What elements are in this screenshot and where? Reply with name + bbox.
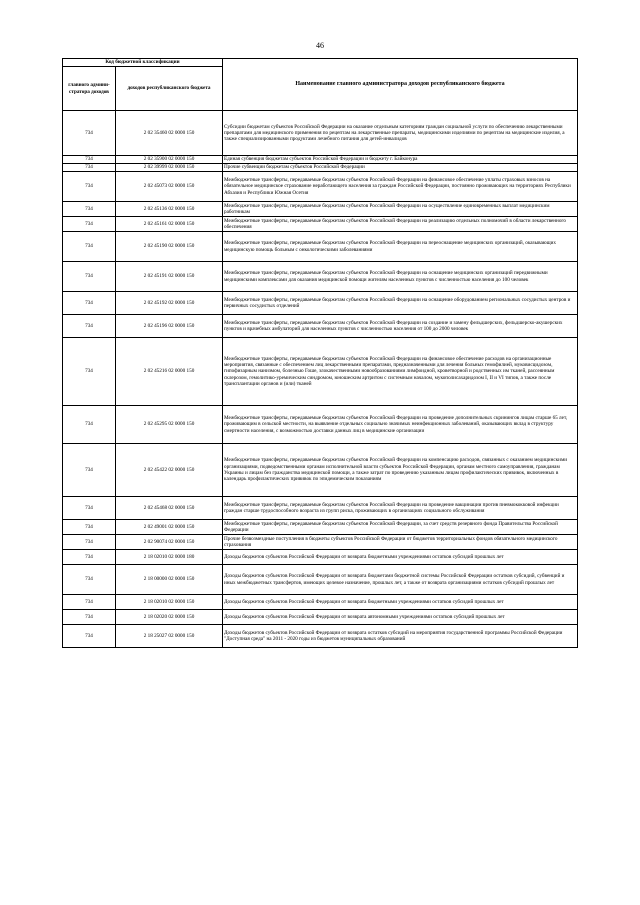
cell-income-code: 2 02 45161 02 0000 150 (116, 217, 223, 232)
cell-admin-code: 734 (63, 625, 116, 648)
cell-name: Доходы бюджетов субъектов Российской Федерации от возврата бюджетными учреждениями остатков субсидий прошлых лет (223, 595, 578, 610)
cell-name: Межбюджетные трансферты, передаваемые бюджетам субъектов Российской Федерации на проведение вакцинации против пневмококковой инфекции граждан старше трудоспособного возраста из групп риска, проживающих в организациях социального обслуживания (223, 497, 578, 520)
table-row (63, 444, 578, 497)
cell-admin-code: 734 (63, 111, 116, 156)
cell-income-code: 2 18 00000 02 0000 150 (116, 565, 223, 595)
table-row (63, 164, 578, 172)
header-code-group: Код бюджетной классификации (63, 59, 223, 67)
cell-income-code: 2 02 45191 02 0000 150 (116, 262, 223, 292)
cell-income-code: 2 18 02010 02 0000 180 (116, 550, 223, 565)
header-code-column: доходов республиканского бюджета (116, 67, 223, 111)
cell-admin-code: 734 (63, 315, 116, 338)
table-row (63, 262, 578, 292)
table-row (63, 111, 578, 156)
cell-admin-code: 734 (63, 164, 116, 172)
table-row (63, 565, 578, 595)
cell-income-code: 2 18 02020 02 0000 150 (116, 610, 223, 625)
table-row (63, 338, 578, 406)
cell-income-code: 2 02 90074 02 0000 150 (116, 535, 223, 550)
cell-income-code: 2 02 45422 02 0000 150 (116, 444, 223, 497)
cell-admin-code: 734 (63, 520, 116, 535)
cell-admin-code: 734 (63, 406, 116, 444)
table-row (63, 535, 578, 550)
table-row (63, 610, 578, 625)
cell-admin-code: 734 (63, 292, 116, 315)
cell-name: Межбюджетные трансферты, передаваемые бюджетам субъектов Российской Федерации на оснащение оборудованием региональных сосудистых центров и первичных сосудистых отделений (223, 292, 578, 315)
cell-admin-code: 734 (63, 535, 116, 550)
cell-name: Прочие безвозмездные поступления в бюджеты субъектов Российской Федерации от бюджетов территориальных фондов обязательного медицинского страхования (223, 535, 578, 550)
cell-income-code: 2 02 45073 02 0000 150 (116, 172, 223, 202)
cell-name: Доходы бюджетов субъектов Российской Федерации от возврата автономными учреждениями остатков субсидий прошлых лет (223, 610, 578, 625)
header-admin-column: главного админи-стратора доходов (63, 67, 116, 111)
cell-name: Прочие субвенции бюджетам субъектов Российской Федерации (223, 164, 578, 172)
cell-income-code: 2 02 45196 02 0000 150 (116, 315, 223, 338)
cell-income-code: 2 02 45295 02 0000 150 (116, 406, 223, 444)
cell-admin-code: 734 (63, 217, 116, 232)
cell-income-code: 2 18 25027 02 0000 150 (116, 625, 223, 648)
table-row (63, 292, 578, 315)
cell-admin-code: 734 (63, 262, 116, 292)
table-row (63, 217, 578, 232)
cell-name: Межбюджетные трансферты, передаваемые бюджетам субъектов Российской Федерации на компенсацию расходов, связанных с оказанием медицинскими организациями, подведомственными органам исполнительной власти субъектов Российской Федерации, органам местного самоуправления, гражданам Украины и лицам без гражданства медицинской помощи, а также затрат по проведению указанным лицам профилактических прививок, включенных в календарь профилактических прививок по эпидемическим показаниям (223, 444, 578, 497)
cell-income-code: 2 02 45136 02 0000 150 (116, 202, 223, 217)
cell-admin-code: 734 (63, 156, 116, 164)
cell-admin-code: 734 (63, 444, 116, 497)
cell-name: Доходы бюджетов субъектов Российской Федерации от возврата остатков субсидий на мероприятия государственной программы Российской Федерации "Доступная среда" на 2011 - 2020 годы из бюджетов муниципальных образований (223, 625, 578, 648)
cell-name: Доходы бюджетов субъектов Российской Федерации от возврата бюджетными учреждениями остатков субсидий прошлых лет (223, 550, 578, 565)
table-row (63, 520, 578, 535)
cell-name: Межбюджетные трансферты, передаваемые бюджетам субъектов Российской Федерации на переоснащение медицинских организаций, оказывающих медицинскую помощь больным с онкологическими заболеваниями (223, 232, 578, 262)
cell-admin-code: 734 (63, 172, 116, 202)
cell-name: Межбюджетные трансферты, передаваемые бюджетам субъектов Российской Федерации на проведение дополнительных скринингов лицам старше 65 лет, проживающим в сельской местности, на выявление отдельных социально значимых неинфекционных заболеваний, оказывающих вклад в структуру смертности населения, с возможностью доставки данных лиц в медицинские организации (223, 406, 578, 444)
cell-admin-code: 734 (63, 610, 116, 625)
table-row (63, 625, 578, 648)
cell-income-code: 2 02 45468 02 0000 150 (116, 497, 223, 520)
table-row (63, 550, 578, 565)
cell-income-code: 2 02 45192 02 0000 150 (116, 292, 223, 315)
cell-income-code: 2 02 49001 02 0000 150 (116, 520, 223, 535)
cell-admin-code: 734 (63, 595, 116, 610)
cell-income-code: 2 02 35900 02 0000 150 (116, 156, 223, 164)
cell-name: Единая субвенция бюджетам субъектов Российской Федерации и бюджету г. Байконура (223, 156, 578, 164)
cell-name: Субсидии бюджетам субъектов Российской Федерации на оказание отдельным категориям граждан социальной услуги по обеспечению лекарственными препаратами для медицинского применения по рецептам на лекарственные препараты, медицинскими изделиями по рецептам на медицинские изделия, а также специализированными продуктами лечебного питания для детей-инвалидов (223, 111, 578, 156)
cell-name: Межбюджетные трансферты, передаваемые бюджетам субъектов Российской Федерации на реализацию отдельных полномочий в области лекарственного обеспечения (223, 217, 578, 232)
cell-admin-code: 734 (63, 202, 116, 217)
cell-admin-code: 734 (63, 497, 116, 520)
cell-admin-code: 734 (63, 550, 116, 565)
table-row (63, 315, 578, 338)
cell-name: Межбюджетные трансферты, передаваемые бюджетам субъектов Российской Федерации, за счет средств резервного фонда Правительства Российской Федерации (223, 520, 578, 535)
page-number: 46 (316, 41, 324, 50)
cell-name: Доходы бюджетов субъектов Российской Федерации от возврата бюджетами бюджетной системы Российской Федерации остатков субсидий, субвенций и иных межбюджетных трансфертов, имеющих целевое назначение, прошлых лет, а также от возврата организациями остатков субсидий прошлых лет (223, 565, 578, 595)
table-row (63, 172, 578, 202)
table-row (63, 406, 578, 444)
cell-income-code: 2 02 35460 02 0000 150 (116, 111, 223, 156)
cell-name: Межбюджетные трансферты, передаваемые бюджетам субъектов Российской Федерации на осуществление единовременных выплат медицинским работникам (223, 202, 578, 217)
cell-admin-code: 734 (63, 338, 116, 406)
budget-classification-table (62, 58, 578, 648)
cell-name: Межбюджетные трансферты, передаваемые бюджетам субъектов Российской Федерации на создание и замену фельдшерских, фельдшерско-акушерских пунктов и врачебных амбулаторий для населенных пунктов с численностью населения от 100 до 2000 человек (223, 315, 578, 338)
header-name-column: Наименование главного администратора доходов республиканского бюджета (223, 59, 578, 111)
cell-income-code: 2 18 02010 02 0000 150 (116, 595, 223, 610)
cell-name: Межбюджетные трансферты, передаваемые бюджетам субъектов Российской Федерации на финансовое обеспечение расходов на организационные мероприятия, связанные с обеспечением лиц лекарственными препаратами, предназначенными для лечения больных гемофилией, муковисцидозом, гипофизарным нанизмом, болезнью Гоше, злокачественными новообразованиями лимфоидной, кроветворной и родственных им тканей, рассеянным склерозом, гемолитико-уремическим синдромом, юношеским артритом с системным началом, мукополисахаридозом I, II и VI типов, а также после трансплантации органов и (или) тканей (223, 338, 578, 406)
cell-name: Межбюджетные трансферты, передаваемые бюджетам субъектов Российской Федерации на финансовое обеспечение уплаты страховых взносов на обязательное медицинское страхование неработающего населения за граждан Российской Федерации, постоянно проживающих на территориях Республики Абхазия и Республики Южная Осетия (223, 172, 578, 202)
cell-income-code: 2 02 45216 02 0000 150 (116, 338, 223, 406)
table-row (63, 497, 578, 520)
cell-admin-code: 734 (63, 565, 116, 595)
table-row (63, 232, 578, 262)
cell-income-code: 2 02 45190 02 0000 150 (116, 232, 223, 262)
cell-income-code: 2 02 39999 02 0000 150 (116, 164, 223, 172)
table-row (63, 202, 578, 217)
cell-name: Межбюджетные трансферты, передаваемые бюджетам субъектов Российской Федерации на оснащение медицинских организаций передвижными медицинскими комплексами для оказания медицинской помощи жителям населенных пунктов с численностью населения до 100 человек (223, 262, 578, 292)
cell-admin-code: 734 (63, 232, 116, 262)
table-row (63, 595, 578, 610)
table-row (63, 156, 578, 164)
